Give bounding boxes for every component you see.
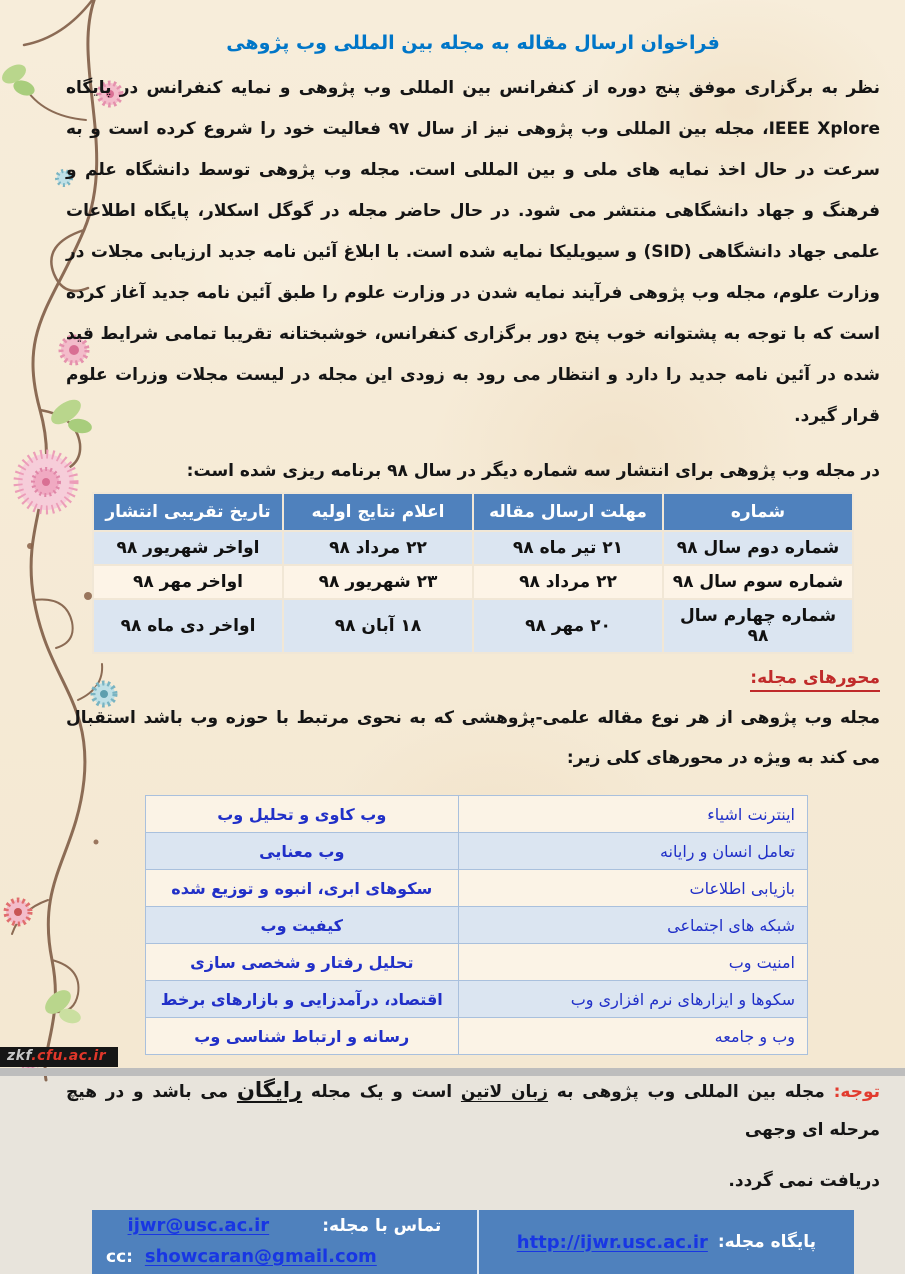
topic-cell: تحلیل رفتار و شخصی سازی	[146, 944, 459, 981]
watermark-prefix: zkf	[7, 1048, 32, 1064]
contact-line2	[106, 1246, 463, 1267]
topic-cell: کیفیت وب	[146, 907, 459, 944]
flyer-content	[66, 0, 880, 1274]
schedule-cell: ۲۳ شهریور ۹۸	[283, 565, 473, 599]
table-row	[146, 796, 808, 833]
topic-cell: وب معنایی	[146, 833, 459, 870]
topic-cell: امنیت وب	[458, 944, 807, 981]
schedule-cell: ۲۲ مرداد ۹۸	[283, 531, 473, 565]
note-label: توجه:	[833, 1082, 880, 1102]
schedule-cell: ۲۱ تیر ماه ۹۸	[473, 531, 663, 565]
topics-heading: محورهای مجله:	[750, 668, 880, 692]
site-watermark	[0, 1047, 118, 1067]
schedule-cell: شماره سوم سال ۹۸	[663, 565, 853, 599]
contact-line1	[106, 1215, 463, 1236]
schedule-header-row	[93, 493, 853, 531]
schedule-cell: ۲۲ مرداد ۹۸	[473, 565, 663, 599]
table-row	[93, 531, 853, 565]
topic-cell: اقتصاد، درآمدزایی و بازارهای برخط	[146, 981, 459, 1018]
table-row	[146, 944, 808, 981]
cc-email-link[interactable]: showcaran@gmail.com	[144, 1246, 377, 1267]
journal-site-link[interactable]: http://ijwr.usc.ac.ir	[516, 1231, 708, 1253]
note-underlined-latin: زبان لاتین	[460, 1082, 549, 1102]
topic-cell: رسانه و ارتباط شناسی وب	[146, 1018, 459, 1055]
schedule-header-issue: شماره	[663, 493, 853, 531]
schedule-cell: اواخر شهریور ۹۸	[93, 531, 283, 565]
topic-cell: سکوهای ابری، انبوه و توزیع شده	[146, 870, 459, 907]
contact-email-link[interactable]: ijwr@usc.ac.ir	[127, 1215, 270, 1236]
bottom-edge-bar	[0, 1068, 905, 1076]
note-text: است و یک مجله	[302, 1082, 461, 1102]
footer-site-cell	[477, 1210, 854, 1274]
schedule-header-results: اعلام نتایج اولیه	[283, 493, 473, 531]
note-paragraph	[66, 1071, 880, 1149]
contact-label: تماس با مجله:	[322, 1215, 442, 1236]
intro-paragraph: نظر به برگزاری موفق پنج دوره از کنفرانس بین المللی وب پژوهی و نمایه کنفرانس در پایگاه IEEE Xplore، مجله بین المللی وب پژوهی نیز از سال ۹۷ فعالیت خود را شروع کرده است و به سرعت در حال اخذ نمایه های ملی و بین المللی است. مجله وب پژوهی توسط دانشگاه علم و فرهنگ و جهاد دانشگاهی منتشر می شود. در حال حاضر مجله در گوگل اسکلار، پایگاه اطلاعات علمی جهاد دانشگاهی (SID) و سیویلیکا نمایه شده است. با ابلاغ آئین نامه جدید ارزیابی مجلات در وزارت علوم، مجله وب پژوهی فرآیند نمایه شدن در وزارت علوم را طبق آئین نامه جدید آغاز کرده است که با توجه به پشتوانه خوب پنج دور برگزاری کنفرانس، خوشبختانه تقریبا تمامی شرایط قید شده در آئین نامه جدید را دارد و انتظار می رود به زودی این مجله در لیست مجلات وزرات علوم قرار گیرد.	[66, 78, 880, 426]
schedule-cell: ۲۰ مهر ۹۸	[473, 599, 663, 653]
schedule-header-deadline: مهلت ارسال مقاله	[473, 493, 663, 531]
table-row	[146, 907, 808, 944]
note-text: مجله بین المللی وب پژوهی به	[548, 1082, 834, 1102]
topic-cell: وب کاوی و تحلیل وب	[146, 796, 459, 833]
contact-footer	[92, 1210, 854, 1274]
schedule-header-publish-date: تاریخ تقریبی انتشار	[93, 493, 283, 531]
topic-cell: تعامل انسان و رایانه	[458, 833, 807, 870]
schedule-cell: اواخر دی ماه ۹۸	[93, 599, 283, 653]
topic-cell: اینترنت اشیاء	[458, 796, 807, 833]
schedule-cell: شماره دوم سال ۹۸	[663, 531, 853, 565]
topic-cell: وب و جامعه	[458, 1018, 807, 1055]
table-row	[146, 833, 808, 870]
table-row	[93, 599, 853, 653]
note-line2: دریافت نمی گردد.	[728, 1171, 880, 1191]
note-underlined-free: رایگان	[236, 1078, 303, 1102]
schedule-cell: شماره چهارم سال ۹۸	[663, 599, 853, 653]
table-row	[146, 870, 808, 907]
topic-cell: سکوها و ایزارهای نرم افزاری وب	[458, 981, 807, 1018]
page-title: فراخوان ارسال مقاله به مجله بین المللی وب پژوهی	[226, 32, 720, 54]
table-row	[146, 981, 808, 1018]
table-row	[146, 1018, 808, 1055]
topics-table	[145, 795, 808, 1055]
site-label: پایگاه مجله:	[717, 1232, 817, 1252]
schedule-intro-text: در مجله وب پژوهی برای انتشار سه شماره دیگر در سال ۹۸ برنامه ریزی شده است:	[186, 461, 880, 481]
schedule-cell: اواخر مهر ۹۸	[93, 565, 283, 599]
watermark-suffix: .cfu.ac.ir	[31, 1048, 107, 1064]
topic-cell: بازیابی اطلاعات	[458, 870, 807, 907]
table-row	[93, 565, 853, 599]
cc-label: cc:	[106, 1247, 133, 1267]
schedule-table	[92, 492, 854, 654]
topics-intro-text: مجله وب پژوهی از هر نوع مقاله علمی-پژوهشی که به نحوی مرتبط با حوزه وب باشد استقبال می کند به ویژه در محورهای کلی زیر:	[66, 708, 880, 768]
schedule-cell: ۱۸ آبان ۹۸	[283, 599, 473, 653]
topic-cell: شبکه های اجتماعی	[458, 907, 807, 944]
footer-contact-cell	[92, 1210, 477, 1274]
note-text: می باشد و در هیچ مرحله ای وجهی	[66, 1082, 880, 1140]
